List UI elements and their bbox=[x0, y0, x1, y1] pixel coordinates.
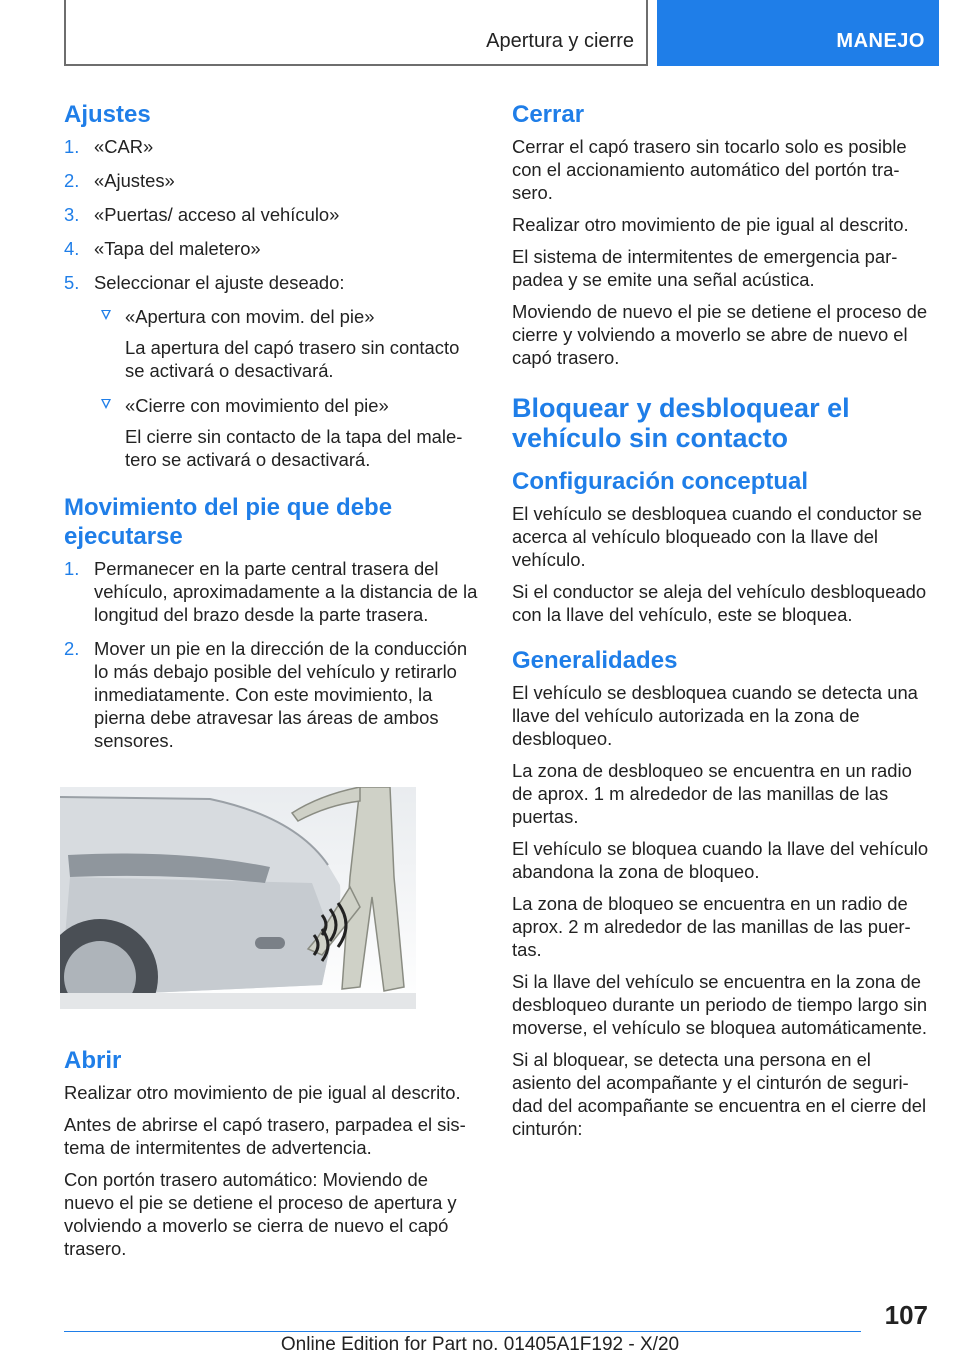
config-paragraph: Si el conductor se aleja del vehículo desbloqueado con la llave del vehículo, este se bloquea. bbox=[512, 581, 927, 625]
step-number: 2. bbox=[64, 638, 80, 659]
left-column bbox=[64, 100, 478, 1269]
heading-generalidades: Generalidades bbox=[512, 647, 678, 674]
cerrar-paragraph: El sistema de intermitentes de emergencia parpadea y se emite una señal acústica. bbox=[512, 246, 898, 290]
abrir-paragraph: Con portón trasero automático: Moviendo de nuevo el pie se detiene el proceso de apertura y volviendo a moverlo se cierra de nuevo el capó trasero. bbox=[64, 1169, 457, 1259]
step-number: 5. bbox=[64, 272, 80, 293]
list-item bbox=[64, 271, 478, 471]
generalidades-paragraph: El vehículo se desbloquea cuando se detecta una llave del vehículo autorizada en la zona de desbloqueo. bbox=[512, 682, 918, 749]
triangle-bullet-icon bbox=[101, 399, 111, 409]
header-chapter-tab bbox=[657, 0, 939, 66]
exhaust bbox=[255, 937, 285, 949]
generalidades-paragraph: Si al bloquear, se detecta una persona en el asiento del acompañante y el cinturón de seguridad del acompañante se encuentra en el cierre del cinturón: bbox=[512, 1049, 927, 1139]
person-arm bbox=[292, 787, 360, 821]
triangle-bullet-icon bbox=[101, 310, 111, 320]
step-text: Mover un pie en la dirección de la conducción lo más debajo posible del vehículo y retirarlo inmediatamente. Con este movimiento, la pierna debe atravesar las áreas de ambos sensores. bbox=[94, 638, 468, 751]
heading-configuracion: Configuración conceptual bbox=[512, 468, 809, 495]
option-label: «Cierre con movimiento del pie» bbox=[125, 395, 389, 416]
rear-foot-gesture-illustration bbox=[60, 787, 416, 1009]
step-text: «Ajustes» bbox=[94, 170, 175, 191]
page-number: 107 bbox=[884, 1300, 928, 1330]
generalidades-paragraph: El vehículo se bloquea cuando la llave del vehículo abandona la zona de bloqueo. bbox=[512, 838, 929, 882]
option-item bbox=[94, 305, 478, 382]
config-paragraph: El vehículo se desbloquea cuando el conductor se acerca al vehículo bloqueado con la llave del vehículo. bbox=[512, 503, 922, 570]
header-section-tab bbox=[64, 0, 648, 66]
list-item bbox=[64, 135, 478, 158]
section-title: Apertura y cierre bbox=[486, 30, 634, 52]
heading-movimiento: Movimiento del pie que debe ejecutarse bbox=[64, 494, 393, 550]
heading-bloquear: Bloquear y desbloquear el vehículo sin contacto bbox=[512, 393, 850, 453]
step-number: 1. bbox=[64, 558, 80, 579]
heading-ajustes: Ajustes bbox=[64, 101, 151, 128]
list-item bbox=[64, 557, 478, 626]
heading-cerrar: Cerrar bbox=[512, 101, 585, 128]
option-description: El cierre sin contacto de la tapa del maletero se activará o desactivará. bbox=[125, 426, 463, 470]
list-item bbox=[64, 169, 478, 192]
generalidades-paragraph: La zona de bloqueo se encuentra en un radio de aprox. 2 m alrededor de las manillas de las puertas. bbox=[512, 893, 911, 960]
step-number: 2. bbox=[64, 170, 80, 191]
step-text: Seleccionar el ajuste deseado: bbox=[94, 272, 345, 293]
step-text: «Tapa del maletero» bbox=[94, 238, 261, 259]
ajustes-steps bbox=[64, 135, 478, 471]
list-item bbox=[64, 237, 478, 260]
cerrar-paragraph: Cerrar el capó trasero sin tocarlo solo es posible con el accionamiento automático del portón trasero. bbox=[512, 136, 907, 203]
chapter-title: MANEJO bbox=[836, 30, 925, 52]
option-item bbox=[94, 394, 478, 471]
movimiento-steps bbox=[64, 557, 478, 752]
ground bbox=[60, 993, 416, 1009]
step-text: «Puertas/ acceso al vehículo» bbox=[94, 204, 340, 225]
heading-abrir: Abrir bbox=[64, 1047, 122, 1074]
step-text: Permanecer en la parte central trasera del vehículo, aproximadamente a la distancia de la longitud del brazo desde la parte trasera. bbox=[94, 558, 478, 625]
cerrar-paragraph: Moviendo de nuevo el pie se detiene el proceso de cierre y volviendo a moverlo se abre de nuevo el capó trasero. bbox=[512, 301, 928, 368]
abrir-paragraph: Antes de abrirse el capó trasero, parpadea el sistema de intermitentes de advertencia. bbox=[64, 1114, 466, 1158]
generalidades-paragraph: Si la llave del vehículo se encuentra en la zona de desbloqueo durante un periodo de tiempo largo sin moverse, el vehículo se bloquea automáticamente. bbox=[512, 971, 928, 1038]
option-label: «Apertura con movim. del pie» bbox=[125, 306, 375, 327]
list-item bbox=[64, 637, 478, 752]
cerrar-paragraph: Realizar otro movimiento de pie igual al descrito. bbox=[512, 214, 909, 235]
step-number: 1. bbox=[64, 136, 80, 157]
list-item bbox=[64, 203, 478, 226]
option-description: La apertura del capó trasero sin contacto se activará o desactivará. bbox=[125, 337, 460, 381]
step-number: 4. bbox=[64, 238, 80, 259]
step-text: «CAR» bbox=[94, 136, 154, 157]
right-column bbox=[512, 100, 932, 1149]
ajustes-options bbox=[94, 305, 478, 471]
abrir-paragraph: Realizar otro movimiento de pie igual al descrito. bbox=[64, 1082, 461, 1103]
footer-divider bbox=[64, 1331, 861, 1332]
generalidades-paragraph: La zona de desbloqueo se encuentra en un radio de aprox. 1 m alrededor de las manillas de las puertas. bbox=[512, 760, 912, 827]
footer-edition: Online Edition for Part no. 01405A1F192 - X/20 bbox=[280, 1334, 680, 1355]
step-number: 3. bbox=[64, 204, 80, 225]
